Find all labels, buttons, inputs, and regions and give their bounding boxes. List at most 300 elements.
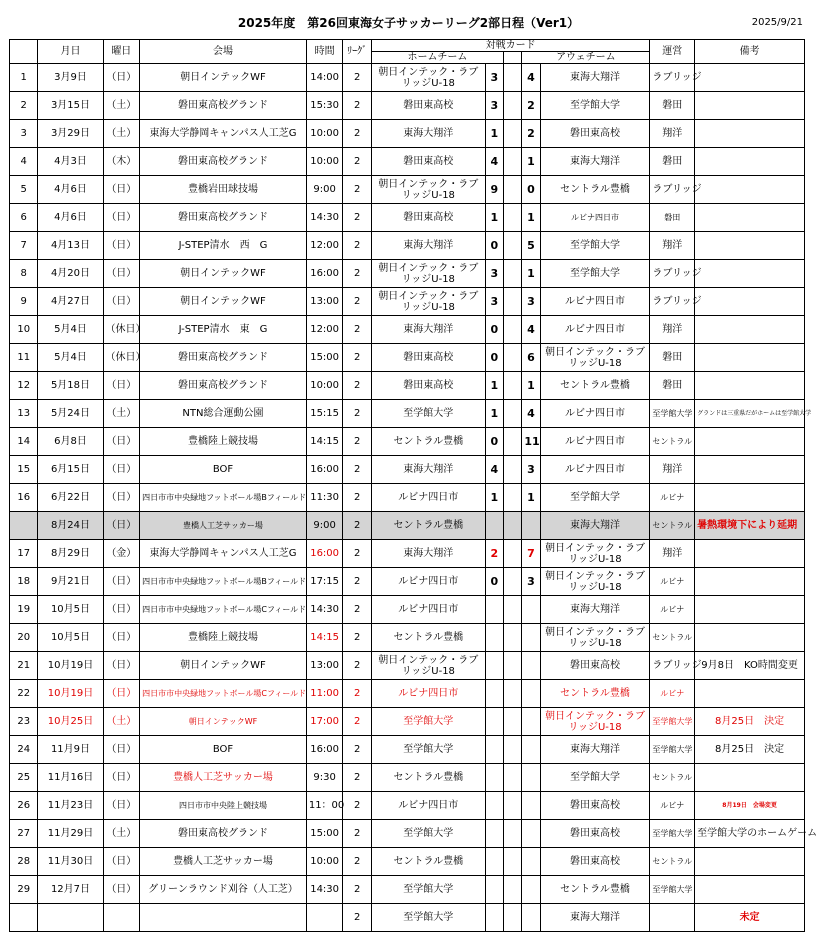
- away-team: 磐田東高校: [540, 848, 650, 876]
- home-team: ルビナ四日市: [371, 596, 485, 624]
- away-score: 2: [522, 120, 540, 148]
- match-operator: ルビナ: [650, 792, 695, 820]
- away-score: [522, 708, 540, 736]
- schedule-row: [10, 456, 805, 484]
- home-team: 至学館大学: [371, 820, 485, 848]
- match-league: 2: [343, 400, 371, 428]
- match-time: 11:30: [306, 484, 343, 512]
- away-score: 3: [522, 456, 540, 484]
- match-date: [38, 904, 103, 932]
- schedule-row: [10, 764, 805, 792]
- match-time: 16:00: [306, 736, 343, 764]
- match-number: 11: [10, 344, 38, 372]
- match-operator: ラブリッジ: [650, 64, 695, 92]
- match-weekday: （日）: [103, 848, 140, 876]
- schedule-row: [10, 624, 805, 652]
- away-score: 1: [522, 204, 540, 232]
- match-league: 2: [343, 848, 371, 876]
- match-league: 2: [343, 904, 371, 932]
- match-venue: 四日市市中央陸上競技場: [140, 792, 307, 820]
- match-operator: [650, 904, 695, 932]
- schedule-row: [10, 596, 805, 624]
- schedule-row: [10, 288, 805, 316]
- match-date: 10月25日: [38, 708, 103, 736]
- match-venue: 四日市市中央緑地フットボール場Cフィールド: [140, 596, 307, 624]
- schedule-row: [10, 708, 805, 736]
- schedule-row: [10, 204, 805, 232]
- match-operator: 至学館大学: [650, 820, 695, 848]
- home-team: 磐田東高校: [371, 92, 485, 120]
- home-score: 4: [485, 456, 503, 484]
- match-date: 4月6日: [38, 176, 103, 204]
- match-operator: 翔洋: [650, 456, 695, 484]
- home-score: 1: [485, 120, 503, 148]
- match-date: 5月4日: [38, 316, 103, 344]
- match-operator: 磐田: [650, 148, 695, 176]
- score-separator: [504, 820, 522, 848]
- away-team: ルビナ四日市: [540, 204, 650, 232]
- match-league: 2: [343, 820, 371, 848]
- match-operator: 至学館大学: [650, 400, 695, 428]
- match-time: 14:30: [306, 596, 343, 624]
- home-team: 東海大翔洋: [371, 456, 485, 484]
- match-league: 2: [343, 764, 371, 792]
- away-team: 至学館大学: [540, 232, 650, 260]
- score-separator: [504, 400, 522, 428]
- match-venue: 磐田東高校グランド: [140, 204, 307, 232]
- away-team: 至学館大学: [540, 764, 650, 792]
- match-league: 2: [343, 792, 371, 820]
- match-time: 16:00: [306, 260, 343, 288]
- header-time: 時間: [306, 40, 343, 64]
- match-remarks: グランドは三重県だがホームは至学館大学: [695, 400, 805, 428]
- match-number: 19: [10, 596, 38, 624]
- match-weekday: （日）: [103, 652, 140, 680]
- away-team: セントラル豊橋: [540, 876, 650, 904]
- match-weekday: （土）: [103, 820, 140, 848]
- match-venue: J-STEP清水 西 G: [140, 232, 307, 260]
- schedule-table: [9, 39, 817, 932]
- home-score: [485, 876, 503, 904]
- match-time: 14:30: [306, 204, 343, 232]
- away-team: 朝日インテック・ラブリッジU-18: [540, 344, 650, 372]
- match-venue: 豊橋陸上競技場: [140, 624, 307, 652]
- away-team: 東海大翔洋: [540, 512, 650, 540]
- away-score: 1: [522, 372, 540, 400]
- home-score: [485, 848, 503, 876]
- match-weekday: （日）: [103, 176, 140, 204]
- match-number: 12: [10, 372, 38, 400]
- match-operator: セントラル: [650, 848, 695, 876]
- away-team: ルビナ四日市: [540, 400, 650, 428]
- match-number: [10, 512, 38, 540]
- away-team: ルビナ四日市: [540, 456, 650, 484]
- score-separator: [504, 148, 522, 176]
- away-team: 至学館大学: [540, 484, 650, 512]
- header-operator: 運営: [650, 40, 695, 64]
- score-separator: [504, 848, 522, 876]
- match-remarks: [695, 596, 805, 624]
- schedule-row: [10, 176, 805, 204]
- home-team: 至学館大学: [371, 904, 485, 932]
- match-operator: 翔洋: [650, 540, 695, 568]
- match-weekday: （日）: [103, 624, 140, 652]
- match-remarks: [695, 344, 805, 372]
- match-time: 12:00: [306, 316, 343, 344]
- match-venue: NTN総合運動公園: [140, 400, 307, 428]
- match-remarks: [695, 848, 805, 876]
- match-remarks: [695, 64, 805, 92]
- home-team: セントラル豊橋: [371, 512, 485, 540]
- away-score: 3: [522, 568, 540, 596]
- match-date: 8月29日: [38, 540, 103, 568]
- home-team: 朝日インテック・ラブリッジU-18: [371, 652, 485, 680]
- match-date: 10月19日: [38, 680, 103, 708]
- match-league: 2: [343, 92, 371, 120]
- home-team: 至学館大学: [371, 400, 485, 428]
- score-separator: [504, 372, 522, 400]
- away-team: 朝日インテック・ラブリッジU-18: [540, 624, 650, 652]
- match-weekday: （日）: [103, 792, 140, 820]
- away-team: ルビナ四日市: [540, 428, 650, 456]
- match-remarks: [695, 372, 805, 400]
- match-remarks: 9月8日 KO時間変更: [695, 652, 805, 680]
- away-team: セントラル豊橋: [540, 372, 650, 400]
- header-date: 月日: [38, 40, 103, 64]
- home-team: 東海大翔洋: [371, 316, 485, 344]
- match-weekday: （土）: [103, 708, 140, 736]
- match-date: 4月3日: [38, 148, 103, 176]
- match-venue: BOF: [140, 456, 307, 484]
- match-league: 2: [343, 120, 371, 148]
- score-separator: [504, 540, 522, 568]
- away-team: 磐田東高校: [540, 120, 650, 148]
- match-number: 14: [10, 428, 38, 456]
- away-score: 0: [522, 176, 540, 204]
- away-score: 2: [522, 92, 540, 120]
- score-separator: [504, 260, 522, 288]
- match-venue: 磐田東高校グランド: [140, 92, 307, 120]
- match-operator: 磐田: [650, 92, 695, 120]
- match-remarks: 暑熱環境下により延期: [695, 512, 805, 540]
- match-league: 2: [343, 428, 371, 456]
- match-league: 2: [343, 204, 371, 232]
- home-team: ルビナ四日市: [371, 568, 485, 596]
- match-venue: 朝日インテックWF: [140, 708, 307, 736]
- match-operator: ラブリッジ: [650, 176, 695, 204]
- match-number: 23: [10, 708, 38, 736]
- match-league: 2: [343, 260, 371, 288]
- away-team: 磐田東高校: [540, 652, 650, 680]
- match-remarks: [695, 456, 805, 484]
- match-league: 2: [343, 176, 371, 204]
- away-score: 6: [522, 344, 540, 372]
- match-date: 3月15日: [38, 92, 103, 120]
- match-remarks: 8月25日 決定: [695, 708, 805, 736]
- match-time: 16:00: [306, 540, 343, 568]
- score-separator: [504, 428, 522, 456]
- home-score: 4: [485, 148, 503, 176]
- home-score: 3: [485, 92, 503, 120]
- match-venue: 豊橋人工芝サッカー場: [140, 848, 307, 876]
- away-team: セントラル豊橋: [540, 680, 650, 708]
- home-team: ルビナ四日市: [371, 484, 485, 512]
- match-date: 11月9日: [38, 736, 103, 764]
- match-date: 9月21日: [38, 568, 103, 596]
- match-remarks: [695, 204, 805, 232]
- score-separator: [504, 176, 522, 204]
- schedule-row: [10, 400, 805, 428]
- home-score: 0: [485, 316, 503, 344]
- home-team: 東海大翔洋: [371, 120, 485, 148]
- score-separator: [504, 456, 522, 484]
- away-score: [522, 848, 540, 876]
- match-venue: 豊橋陸上競技場: [140, 428, 307, 456]
- match-weekday: （日）: [103, 372, 140, 400]
- away-score: [522, 764, 540, 792]
- home-score: 1: [485, 400, 503, 428]
- home-team: ルビナ四日市: [371, 792, 485, 820]
- match-weekday: （土）: [103, 400, 140, 428]
- schedule-row: [10, 904, 805, 932]
- match-time: 9:00: [306, 176, 343, 204]
- match-operator: セントラル: [650, 512, 695, 540]
- score-separator: [504, 652, 522, 680]
- match-weekday: （土）: [103, 92, 140, 120]
- match-weekday: （日）: [103, 484, 140, 512]
- match-remarks: [695, 876, 805, 904]
- match-date: 4月6日: [38, 204, 103, 232]
- match-date: 11月23日: [38, 792, 103, 820]
- match-time: 15:15: [306, 400, 343, 428]
- match-weekday: （日）: [103, 876, 140, 904]
- away-team: 朝日インテック・ラブリッジU-18: [540, 568, 650, 596]
- score-separator: [504, 204, 522, 232]
- home-team: 至学館大学: [371, 708, 485, 736]
- match-time: 14:15: [306, 428, 343, 456]
- home-score: [485, 596, 503, 624]
- match-league: 2: [343, 540, 371, 568]
- match-venue: 四日市市中央緑地フットボール場Bフィールド: [140, 484, 307, 512]
- away-score: 5: [522, 232, 540, 260]
- match-date: 10月5日: [38, 624, 103, 652]
- schedule-row: [10, 484, 805, 512]
- home-team: 東海大翔洋: [371, 232, 485, 260]
- match-league: 2: [343, 512, 371, 540]
- home-score: [485, 512, 503, 540]
- match-league: 2: [343, 372, 371, 400]
- match-league: 2: [343, 568, 371, 596]
- match-remarks: [695, 540, 805, 568]
- header-no: [10, 40, 38, 64]
- match-venue: 東海大学静岡キャンパス人工芝G: [140, 540, 307, 568]
- match-time: 14:30: [306, 876, 343, 904]
- match-operator: 磐田: [650, 204, 695, 232]
- match-operator: 至学館大学: [650, 876, 695, 904]
- match-number: 20: [10, 624, 38, 652]
- match-time: 14:00: [306, 64, 343, 92]
- home-team: 磐田東高校: [371, 372, 485, 400]
- match-date: 3月29日: [38, 120, 103, 148]
- score-separator: [504, 680, 522, 708]
- home-score: [485, 708, 503, 736]
- score-separator: [504, 708, 522, 736]
- match-venue: 豊橋人工芝サッカー場: [140, 764, 307, 792]
- away-score: 3: [522, 288, 540, 316]
- match-venue: 朝日インテックWF: [140, 260, 307, 288]
- match-weekday: （日）: [103, 204, 140, 232]
- match-number: 3: [10, 120, 38, 148]
- match-venue: 磐田東高校グランド: [140, 148, 307, 176]
- score-separator: [504, 92, 522, 120]
- match-time: 14:15: [306, 624, 343, 652]
- schedule-row: [10, 120, 805, 148]
- match-date: 4月13日: [38, 232, 103, 260]
- header-venue: 会場: [140, 40, 307, 64]
- match-number: 29: [10, 876, 38, 904]
- schedule-row: [10, 92, 805, 120]
- match-operator: 磐田: [650, 344, 695, 372]
- score-separator: [504, 736, 522, 764]
- score-separator: [504, 484, 522, 512]
- home-score: 0: [485, 344, 503, 372]
- match-operator: 翔洋: [650, 316, 695, 344]
- match-number: 16: [10, 484, 38, 512]
- match-time: 13:00: [306, 652, 343, 680]
- match-operator: ルビナ: [650, 568, 695, 596]
- match-venue: J-STEP清水 東 G: [140, 316, 307, 344]
- match-league: 2: [343, 484, 371, 512]
- schedule-row: [10, 260, 805, 288]
- score-separator: [504, 876, 522, 904]
- schedule-row: [10, 512, 805, 540]
- match-time: 9:30: [306, 764, 343, 792]
- match-date: 4月20日: [38, 260, 103, 288]
- match-time: [306, 904, 343, 932]
- match-remarks: [695, 148, 805, 176]
- match-date: 8月24日: [38, 512, 103, 540]
- score-separator: [504, 344, 522, 372]
- match-operator: セントラル: [650, 428, 695, 456]
- match-remarks: [695, 484, 805, 512]
- schedule-row: [10, 372, 805, 400]
- match-remarks: [695, 316, 805, 344]
- home-score: 0: [485, 428, 503, 456]
- away-team: 朝日インテック・ラブリッジU-18: [540, 540, 650, 568]
- match-remarks: 至学館大学のホームゲーム: [695, 820, 805, 848]
- away-score: 4: [522, 316, 540, 344]
- match-time: 12:00: [306, 232, 343, 260]
- header-home: ホームチーム: [371, 52, 503, 64]
- away-team: 朝日インテック・ラブリッジU-18: [540, 708, 650, 736]
- score-separator: [504, 596, 522, 624]
- match-weekday: （日）: [103, 288, 140, 316]
- match-operator: ラブリッジ: [650, 288, 695, 316]
- home-team: セントラル豊橋: [371, 624, 485, 652]
- match-time: 10:00: [306, 848, 343, 876]
- home-score: [485, 624, 503, 652]
- match-time: 16:00: [306, 456, 343, 484]
- schedule-row: [10, 820, 805, 848]
- match-time: 15:00: [306, 820, 343, 848]
- match-date: 5月4日: [38, 344, 103, 372]
- away-score: [522, 792, 540, 820]
- away-score: [522, 904, 540, 932]
- header-away: アウェチーム: [522, 52, 650, 64]
- home-team: 朝日インテック・ラブリッジU-18: [371, 176, 485, 204]
- match-venue: 豊橋岩田球技場: [140, 176, 307, 204]
- match-number: 24: [10, 736, 38, 764]
- home-score: 0: [485, 232, 503, 260]
- match-operator: 至学館大学: [650, 736, 695, 764]
- away-team: 東海大翔洋: [540, 736, 650, 764]
- match-time: 13:00: [306, 288, 343, 316]
- header-match-card: 対戦カード: [371, 40, 650, 52]
- match-date: 12月7日: [38, 876, 103, 904]
- away-score: 7: [522, 540, 540, 568]
- home-score: 2: [485, 540, 503, 568]
- score-separator: [504, 316, 522, 344]
- home-team: セントラル豊橋: [371, 428, 485, 456]
- schedule-row: [10, 428, 805, 456]
- header-row: [10, 40, 805, 52]
- home-score: [485, 680, 503, 708]
- match-date: 5月24日: [38, 400, 103, 428]
- match-number: 26: [10, 792, 38, 820]
- match-time: 9:00: [306, 512, 343, 540]
- away-team: 至学館大学: [540, 260, 650, 288]
- match-league: 2: [343, 596, 371, 624]
- schedule-row: [10, 568, 805, 596]
- match-number: 18: [10, 568, 38, 596]
- away-team: 東海大翔洋: [540, 596, 650, 624]
- match-number: 27: [10, 820, 38, 848]
- match-weekday: （日）: [103, 428, 140, 456]
- match-remarks: [695, 232, 805, 260]
- away-team: 東海大翔洋: [540, 64, 650, 92]
- home-team: ルビナ四日市: [371, 680, 485, 708]
- match-remarks: [695, 120, 805, 148]
- match-number: 1: [10, 64, 38, 92]
- match-weekday: （土）: [103, 120, 140, 148]
- match-date: 10月5日: [38, 596, 103, 624]
- match-operator: 磐田: [650, 372, 695, 400]
- match-remarks: [695, 764, 805, 792]
- match-date: 11月29日: [38, 820, 103, 848]
- match-time: 15:00: [306, 344, 343, 372]
- page-title: 2025年度 第26回東海女子サッカーリーグ2部日程（Ver1）: [237, 16, 580, 30]
- match-date: 3月9日: [38, 64, 103, 92]
- match-weekday: （金）: [103, 540, 140, 568]
- header-spacer: [504, 52, 522, 64]
- match-time: 17:00: [306, 708, 343, 736]
- schedule-row: [10, 652, 805, 680]
- match-date: 10月19日: [38, 652, 103, 680]
- match-number: 4: [10, 148, 38, 176]
- match-weekday: （日）: [103, 512, 140, 540]
- header-league: ﾘｰｸﾞ: [343, 40, 371, 64]
- match-operator: 至学館大学: [650, 708, 695, 736]
- match-weekday: （日）: [103, 764, 140, 792]
- schedule-row: [10, 848, 805, 876]
- away-team: ルビナ四日市: [540, 288, 650, 316]
- match-venue: グリーンラウンド刈谷（人工芝）: [140, 876, 307, 904]
- match-weekday: [103, 904, 140, 932]
- match-league: 2: [343, 624, 371, 652]
- match-venue: 四日市市中央緑地フットボール場Bフィールド: [140, 568, 307, 596]
- home-score: [485, 904, 503, 932]
- match-remarks: [695, 288, 805, 316]
